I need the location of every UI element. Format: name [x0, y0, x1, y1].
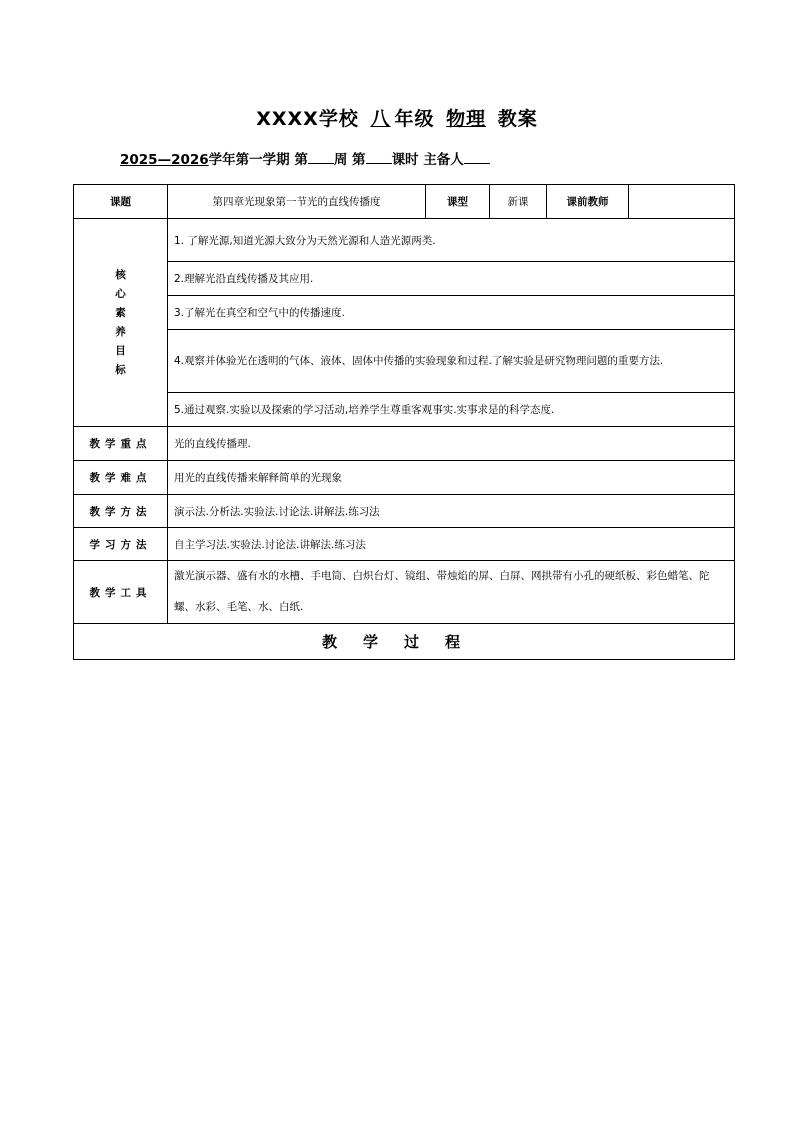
core-goal-row-5 [74, 393, 735, 427]
title-school: XXXX学校 [256, 108, 359, 130]
process-row [74, 624, 735, 660]
teacher-value [629, 185, 735, 219]
core-goal-row-1 [74, 219, 735, 262]
topic-row [74, 185, 735, 219]
core-goal-row-4 [74, 330, 735, 393]
page-title [0, 104, 794, 131]
type-label: 课型 [426, 185, 490, 219]
key-point-label: 教学重点 [74, 427, 168, 461]
tools-row [74, 561, 735, 624]
learning-row [74, 528, 735, 561]
method-label: 教学方法 [74, 495, 168, 528]
core-goal-5: 5.通过观察.实验以及探索的学习活动,培养学生尊重客观事实.实事求是的科学态度. [168, 393, 735, 427]
method-row [74, 495, 735, 528]
title-grade-suffix: 年级 [394, 108, 435, 130]
topic-value: 第四章光现象第一节光的直线传播度 [168, 185, 426, 219]
difficulty-value: 用光的直线传播来解释简单的光现象 [168, 461, 735, 495]
period-label: 课时 主备人 [391, 152, 464, 168]
core-label-char: 标 [115, 363, 126, 376]
topic-label: 课题 [74, 185, 168, 219]
title-subject: 物理 [446, 108, 487, 130]
core-label-char: 心 [115, 287, 126, 300]
lesson-plan-table [73, 184, 735, 660]
core-label-char: 目 [115, 344, 126, 357]
preparer-blank [464, 151, 490, 164]
core-goal-row-3 [74, 296, 735, 330]
core-goal-1: 1. 了解光源,知道光源大致分为天然光源和人造光源两类. [168, 219, 735, 262]
method-value: 演示法.分析法.实验法.讨论法.讲解法.练习法 [168, 495, 735, 528]
title-suffix: 教案 [497, 108, 538, 130]
core-label-char: 养 [115, 325, 126, 338]
term-text: 学年第一学期 第 [208, 152, 308, 168]
core-goal-4: 4.观察并体验光在透明的气体、液体、固体中传播的实验现象和过程.了解实验是研究物理问题的重要方法. [168, 330, 735, 393]
tools-label: 教学工具 [74, 561, 168, 624]
core-label-char: 核 [115, 268, 126, 281]
school-year: 2025—2026 [120, 152, 209, 168]
title-grade: 八 [370, 108, 391, 130]
core-goal-2: 2.理解光沿直线传播及其应用. [168, 262, 735, 296]
core-goals-label [74, 219, 168, 427]
key-point-value: 光的直线传播理. [168, 427, 735, 461]
period-blank [366, 151, 392, 164]
week-blank [308, 151, 334, 164]
difficulty-label: 教学难点 [74, 461, 168, 495]
core-goal-3: 3.了解光在真空和空气中的传播速度. [168, 296, 735, 330]
process-heading: 教学过程 [74, 624, 735, 660]
learning-value: 自主学习法.实验法.讨论法.讲解法.练习法 [168, 528, 735, 561]
core-goal-row-2 [74, 262, 735, 296]
type-value: 新课 [490, 185, 547, 219]
key-point-row [74, 427, 735, 461]
tools-value: 激光演示器、盛有水的水槽、手电筒、白炽台灯、镜组、带烛焰的屏、白屏、网拱带有小孔的硬纸板、彩色蜡笔、陀螺、水彩、毛笔、水、白纸. [168, 561, 735, 624]
core-label-char: 素 [115, 306, 126, 319]
week-label: 周 第 [333, 152, 366, 168]
subtitle-line [120, 148, 490, 168]
difficulty-row [74, 461, 735, 495]
learning-label: 学习方法 [74, 528, 168, 561]
teacher-label: 课前教师 [547, 185, 629, 219]
